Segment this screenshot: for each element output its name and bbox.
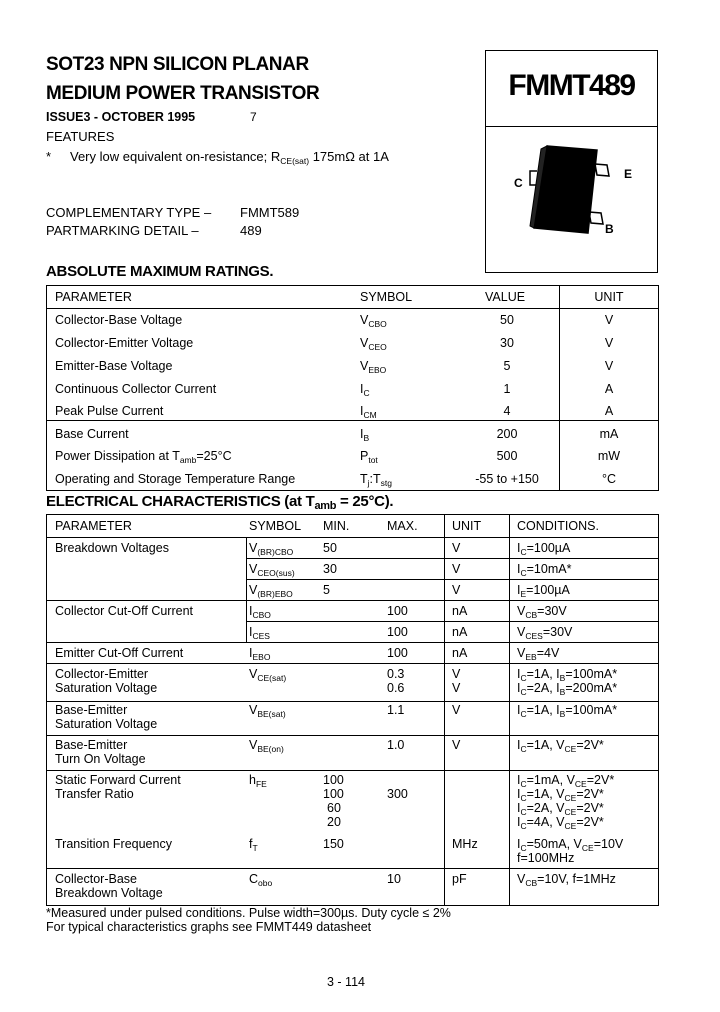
elec-param: Saturation Voltage [55,717,158,731]
elec-param: Base-Emitter [55,738,128,752]
elec-max: 300 [387,787,408,801]
elec-unit: V [452,667,461,681]
elec-conditions: $I_C=10mA*$ [517,562,572,578]
part-number: FMMT489 [508,69,635,102]
abs-row-unit: V [604,359,614,373]
elec-param: Saturation Voltage [55,681,158,695]
elec-conditions: $I_C=1A$, $I_B=100mA*$ [517,703,618,719]
elec-conditions: f=100MHz [517,851,575,865]
elec-conditions: $V_{CB}=10V$, f=1MHz [517,872,616,888]
elec-unit: V [452,681,461,695]
elec-conditions: $V_{CES}=30V$ [517,625,573,641]
abs-row-symbol: $I_C$ [360,382,370,398]
elec-symbol: $f_T$ [249,837,258,853]
abs-row-symbol: $I_{CM}$ [360,404,377,420]
elec-conditions: $I_C=50mA$, $V_{CE}=10V$ [517,837,624,853]
abs-row-symbol: $I_B$ [360,427,370,443]
title-line-1: SOT23 NPN SILICON PLANAR [46,54,309,75]
elec-min: 20 [327,815,341,829]
abs-row-symbol: $V_{CEO}$ [360,336,387,352]
pin-b-label: B [605,222,614,236]
abs-row-param: Peak Pulse Current [55,404,164,418]
elec-header-conditions: CONDITIONS. [517,519,599,533]
elec-symbol: $V_{(BR)EBO}$ [249,583,293,599]
abs-row-value: 5 [503,359,511,373]
abs-row-value: 1 [503,382,511,396]
abs-row-param: Base Current [55,427,129,441]
elec-min: 100 [323,773,344,787]
abs-header-unit: UNIT [594,290,624,304]
elec-param: Static Forward Current [55,773,181,787]
elec-symbol: $V_{BE(sat)}$ [249,703,286,719]
elec-min: 30 [323,562,337,576]
abs-row-param: Emitter-Base Voltage [55,359,173,373]
abs-row-symbol: $V_{EBO}$ [360,359,387,375]
elec-conditions: $I_C=100\mu A$ [517,541,571,557]
abs-row-value: 30 [500,336,514,350]
elec-unit: V [452,562,461,576]
abs-row-symbol: $T_j:T_{stg}$ [360,472,392,488]
abs-row-unit: mW [597,449,621,463]
elec-param: Emitter Cut-Off Current [55,646,184,660]
elec-max: 0.6 [387,681,405,695]
abs-header-symbol: SYMBOL [360,290,413,304]
partmarking-label: PARTMARKING DETAIL – [46,223,199,238]
elec-min: 150 [323,837,344,851]
abs-row-param: Collector-Base Voltage [55,313,183,327]
abs-row-value: -55 to +150 [475,472,539,486]
elec-unit: V [452,703,461,717]
elec-conditions: $V_{EB}=4V$ [517,646,560,662]
elec-param: Collector Cut-Off Current [55,604,194,618]
elec-conditions: $I_C=1A$, $V_{CE}=2V*$ [517,787,604,803]
title-line-2: MEDIUM POWER TRANSISTOR [46,83,320,104]
elec-param: Transition Frequency [55,837,172,851]
elec-conditions: $I_E=100\mu A$ [517,583,570,599]
abs-max-table [46,285,659,491]
abs-header-value: VALUE [485,290,526,304]
abs-row-unit: °C [601,472,617,486]
abs-row-symbol: $V_{CBO}$ [360,313,387,329]
elec-param: Breakdown Voltages [55,541,169,555]
elec-param: Transfer Ratio [55,787,134,801]
elec-heading: ELECTRICAL CHARACTERISTICS (at $T_{amb} = 25^\circ C$). [46,493,394,512]
abs-row-param: Operating and Storage Temperature Range [55,472,296,486]
elec-symbol: $h_{FE}$ [249,773,267,789]
elec-conditions: $I_C=1A$, $I_B=100mA*$ [517,667,618,683]
issue-line: ISSUE3 - OCTOBER 1995 [46,110,196,124]
feature-bullet: * [46,149,52,164]
elec-param: Base-Emitter [55,703,128,717]
abs-header-parameter: PARAMETER [55,290,132,304]
elec-unit: nA [452,646,468,660]
complementary-type-label: COMPLEMENTARY TYPE – [46,205,212,220]
elec-param: Collector-Emitter [55,667,149,681]
pin-c-label: C [514,176,523,190]
features-heading: FEATURES [46,129,115,144]
elec-unit: MHz [452,837,478,851]
elec-header-max: MAX. [387,519,418,533]
footnote-pulsed: *Measured under pulsed conditions. Pulse width=300µs. Duty cycle ≤ 2% [46,906,451,920]
abs-row-value: 50 [500,313,514,327]
elec-unit: nA [452,604,468,618]
elec-header-unit: UNIT [452,519,482,533]
elec-symbol: $V_{CE(sat)}$ [249,667,287,683]
abs-row-unit: V [604,336,614,350]
feature-text: Very low equivalent on-resistance; R [70,149,281,164]
elec-param: Collector-Base [55,872,137,886]
elec-param: Turn On Voltage [55,752,146,766]
elec-symbol: $I_{CES}$ [249,625,270,641]
elec-min: 100 [323,787,344,801]
elec-unit: V [452,541,461,555]
elec-symbol: $V_{BE(on)}$ [249,738,284,754]
part-number-box [485,50,658,127]
elec-conditions: $V_{CB}=30V$ [517,604,567,620]
elec-max: 100 [387,625,408,639]
elec-max: 1.1 [387,703,405,717]
complementary-type-value: FMMT589 [240,205,300,220]
feature-text-post: 175mΩ at 1A [309,149,389,164]
elec-conditions: $I_C=2A$, $I_B=200mA*$ [517,681,618,697]
elec-header-symbol: SYMBOL [249,519,302,533]
sot23-package-icon [486,127,657,271]
partmarking-value: 489 [240,223,262,238]
elec-conditions: $I_C=2A$, $V_{CE}=2V*$ [517,801,604,817]
abs-row-symbol: $P_{tot}$ [360,449,378,465]
footnote-see-datasheet: For typical characteristics graphs see FMMT449 datasheet [46,920,372,934]
elec-symbol: $I_{CBO}$ [249,604,271,620]
elec-min: 60 [327,801,341,815]
elec-header-parameter: PARAMETER [55,519,132,533]
page-number: 3 - 114 [327,975,365,989]
feature-item [70,149,389,166]
elec-max: 0.3 [387,667,405,681]
elec-unit: nA [452,625,468,639]
elec-conditions: $I_C=1A$, $V_{CE}=2V*$ [517,738,604,754]
package-drawing-box [485,127,658,273]
abs-row-unit: mA [599,427,619,441]
elec-min: 50 [323,541,337,555]
elec-unit: V [452,583,461,597]
elec-header-min: MIN. [323,519,350,533]
elec-symbol: $I_{EBO}$ [249,646,271,662]
elec-unit: V [452,738,461,752]
abs-row-unit: V [604,313,614,327]
abs-row-unit: A [604,404,614,418]
elec-max: 10 [387,872,401,886]
elec-unit: pF [452,872,467,886]
elec-symbol: $V_{(BR)CBO}$ [249,541,294,557]
elec-table [46,514,659,906]
elec-min: 5 [323,583,330,597]
elec-symbol: $V_{CEO(sus)}$ [249,562,295,578]
feature-sub: CE(sat) [280,156,310,166]
elec-max: 100 [387,646,408,660]
abs-row-param: Continuous Collector Current [55,382,217,396]
elec-conditions: $I_C=4A$, $V_{CE}=2V*$ [517,815,604,831]
pin-e-label: E [624,167,633,181]
abs-row-unit: A [604,382,614,396]
elec-max: 1.0 [387,738,405,752]
abs-row-value: 500 [496,449,518,463]
elec-conditions: $I_C=1mA$, $V_{CE}=2V*$ [517,773,615,789]
abs-max-heading: ABSOLUTE MAXIMUM RATINGS. [46,263,274,280]
abs-row-param: Collector-Emitter Voltage [55,336,194,350]
issue-mark: 7 [250,110,257,124]
elec-symbol: $C_{obo}$ [249,872,273,888]
abs-row-value: 200 [496,427,518,441]
abs-row-value: 4 [503,404,511,418]
elec-param: Breakdown Voltage [55,886,163,900]
elec-max: 100 [387,604,408,618]
abs-row-param: Power Dissipation at $T_{amb}=25^\circ C$ [55,449,232,465]
